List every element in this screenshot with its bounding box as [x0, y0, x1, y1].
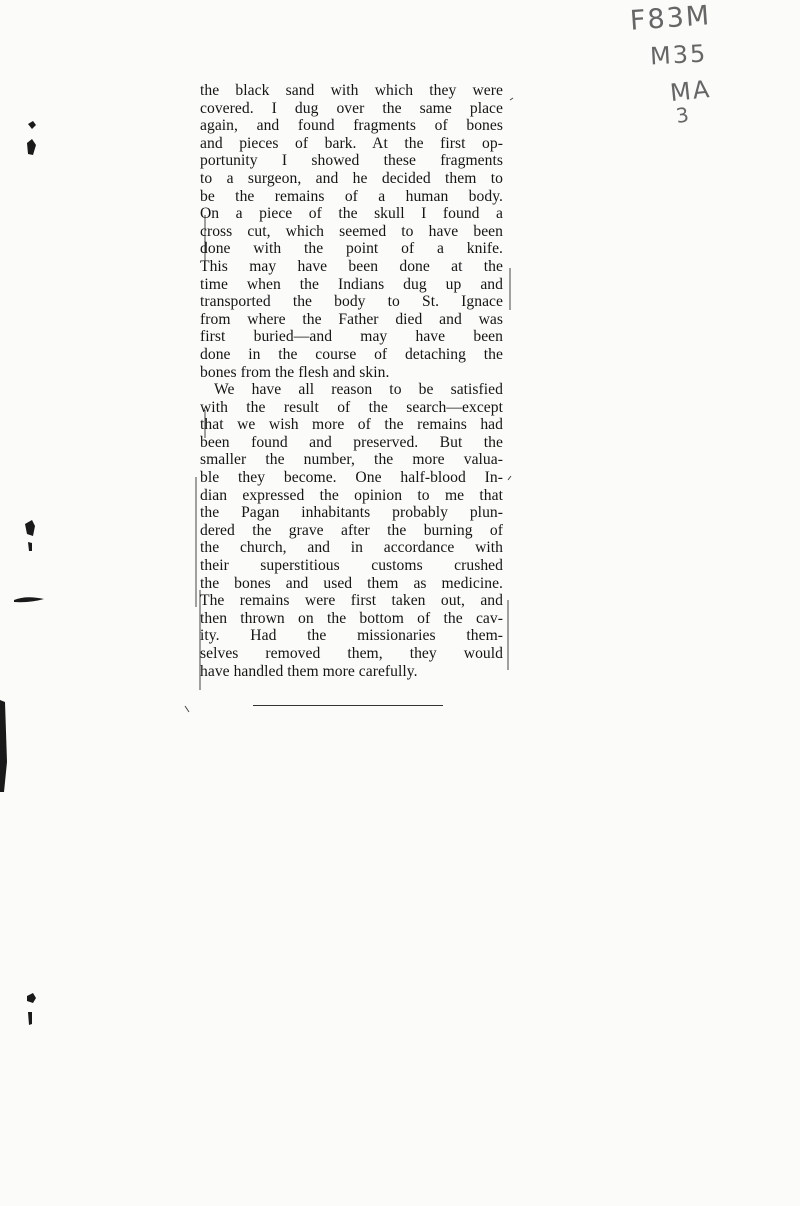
- text-line: their superstitious customs crushed: [200, 557, 503, 575]
- archive-pencil-mark: [628, 2, 798, 132]
- margin-speck-1: [28, 121, 36, 129]
- text-line: that we wish more of the remains had: [200, 416, 503, 434]
- text-line: selves removed them, they would: [200, 645, 503, 662]
- margin-speck-3: [25, 520, 35, 536]
- text-line: The remains were first taken out, and: [200, 592, 503, 610]
- text-line: with the result of the search—except: [200, 398, 503, 416]
- text-line: the bones and used them as medicine.: [200, 574, 503, 592]
- text-line: have handled them more carefully.: [200, 662, 418, 680]
- text-line: ity. Had the missionaries them-: [200, 627, 503, 645]
- text-line: again, and found fragments of bones: [200, 117, 503, 135]
- text-line: ble they become. One half-blood In-: [200, 469, 503, 487]
- text-line: portunity I showed these fragments: [200, 152, 503, 170]
- paragraph-start-line: We have all reason to be satisfied: [214, 381, 503, 399]
- text-line: bones from the flesh and skin.: [200, 363, 390, 381]
- newspaper-clipping: [200, 82, 503, 680]
- archive-mark-line-2: M35: [649, 39, 708, 71]
- text-line: cross cut, which seemed to have been: [200, 222, 503, 240]
- text-line: smaller the number, the more valua-: [200, 451, 503, 469]
- text-line: time when the Indians dug up and: [200, 275, 503, 293]
- margin-speck-6: [28, 1012, 32, 1025]
- margin-smudge: [14, 597, 44, 602]
- text-line: first buried—and may have been: [200, 328, 503, 346]
- text-line: covered. I dug over the same place: [200, 99, 503, 117]
- article-column: [200, 82, 503, 680]
- text-line: from where the Father died and was: [200, 310, 503, 328]
- stray-mark-1: [510, 98, 513, 100]
- text-line: the church, and in accordance with: [200, 539, 503, 557]
- archive-mark-line-1: F83M: [628, 0, 713, 37]
- margin-edge-bar: [0, 700, 7, 792]
- stray-mark-3: [185, 706, 189, 712]
- stray-mark-2: [508, 476, 511, 480]
- text-line: done in the course of detaching the: [200, 345, 503, 363]
- text-line: the Pagan inhabitants probably plun-: [200, 504, 503, 522]
- text-line: be the remains of a human body.: [200, 187, 503, 205]
- article-end-rule: [253, 705, 443, 706]
- text-line: transported the body to St. Ignace: [200, 293, 503, 311]
- text-line: This may have been done at the: [200, 257, 503, 275]
- margin-speck-5: [27, 993, 36, 1003]
- text-line: and pieces of bark. At the first op-: [200, 134, 503, 152]
- text-line: dered the grave after the burning of: [200, 521, 503, 539]
- archive-mark-line-4: 3: [674, 102, 693, 128]
- text-line: to a surgeon, and he decided them to: [200, 169, 503, 187]
- text-line: then thrown on the bottom of the cav-: [200, 609, 503, 627]
- text-line: the black sand with which they were: [200, 82, 503, 99]
- text-line: dian expressed the opinion to me that: [200, 486, 503, 504]
- archive-mark-line-3: MA: [668, 74, 713, 108]
- text-line: been found and preserved. But the: [200, 433, 503, 451]
- text-line: On a piece of the skull I found a: [200, 205, 503, 223]
- margin-speck-4: [28, 542, 32, 551]
- margin-speck-2: [27, 139, 36, 155]
- text-line: done with the point of a knife.: [200, 240, 503, 258]
